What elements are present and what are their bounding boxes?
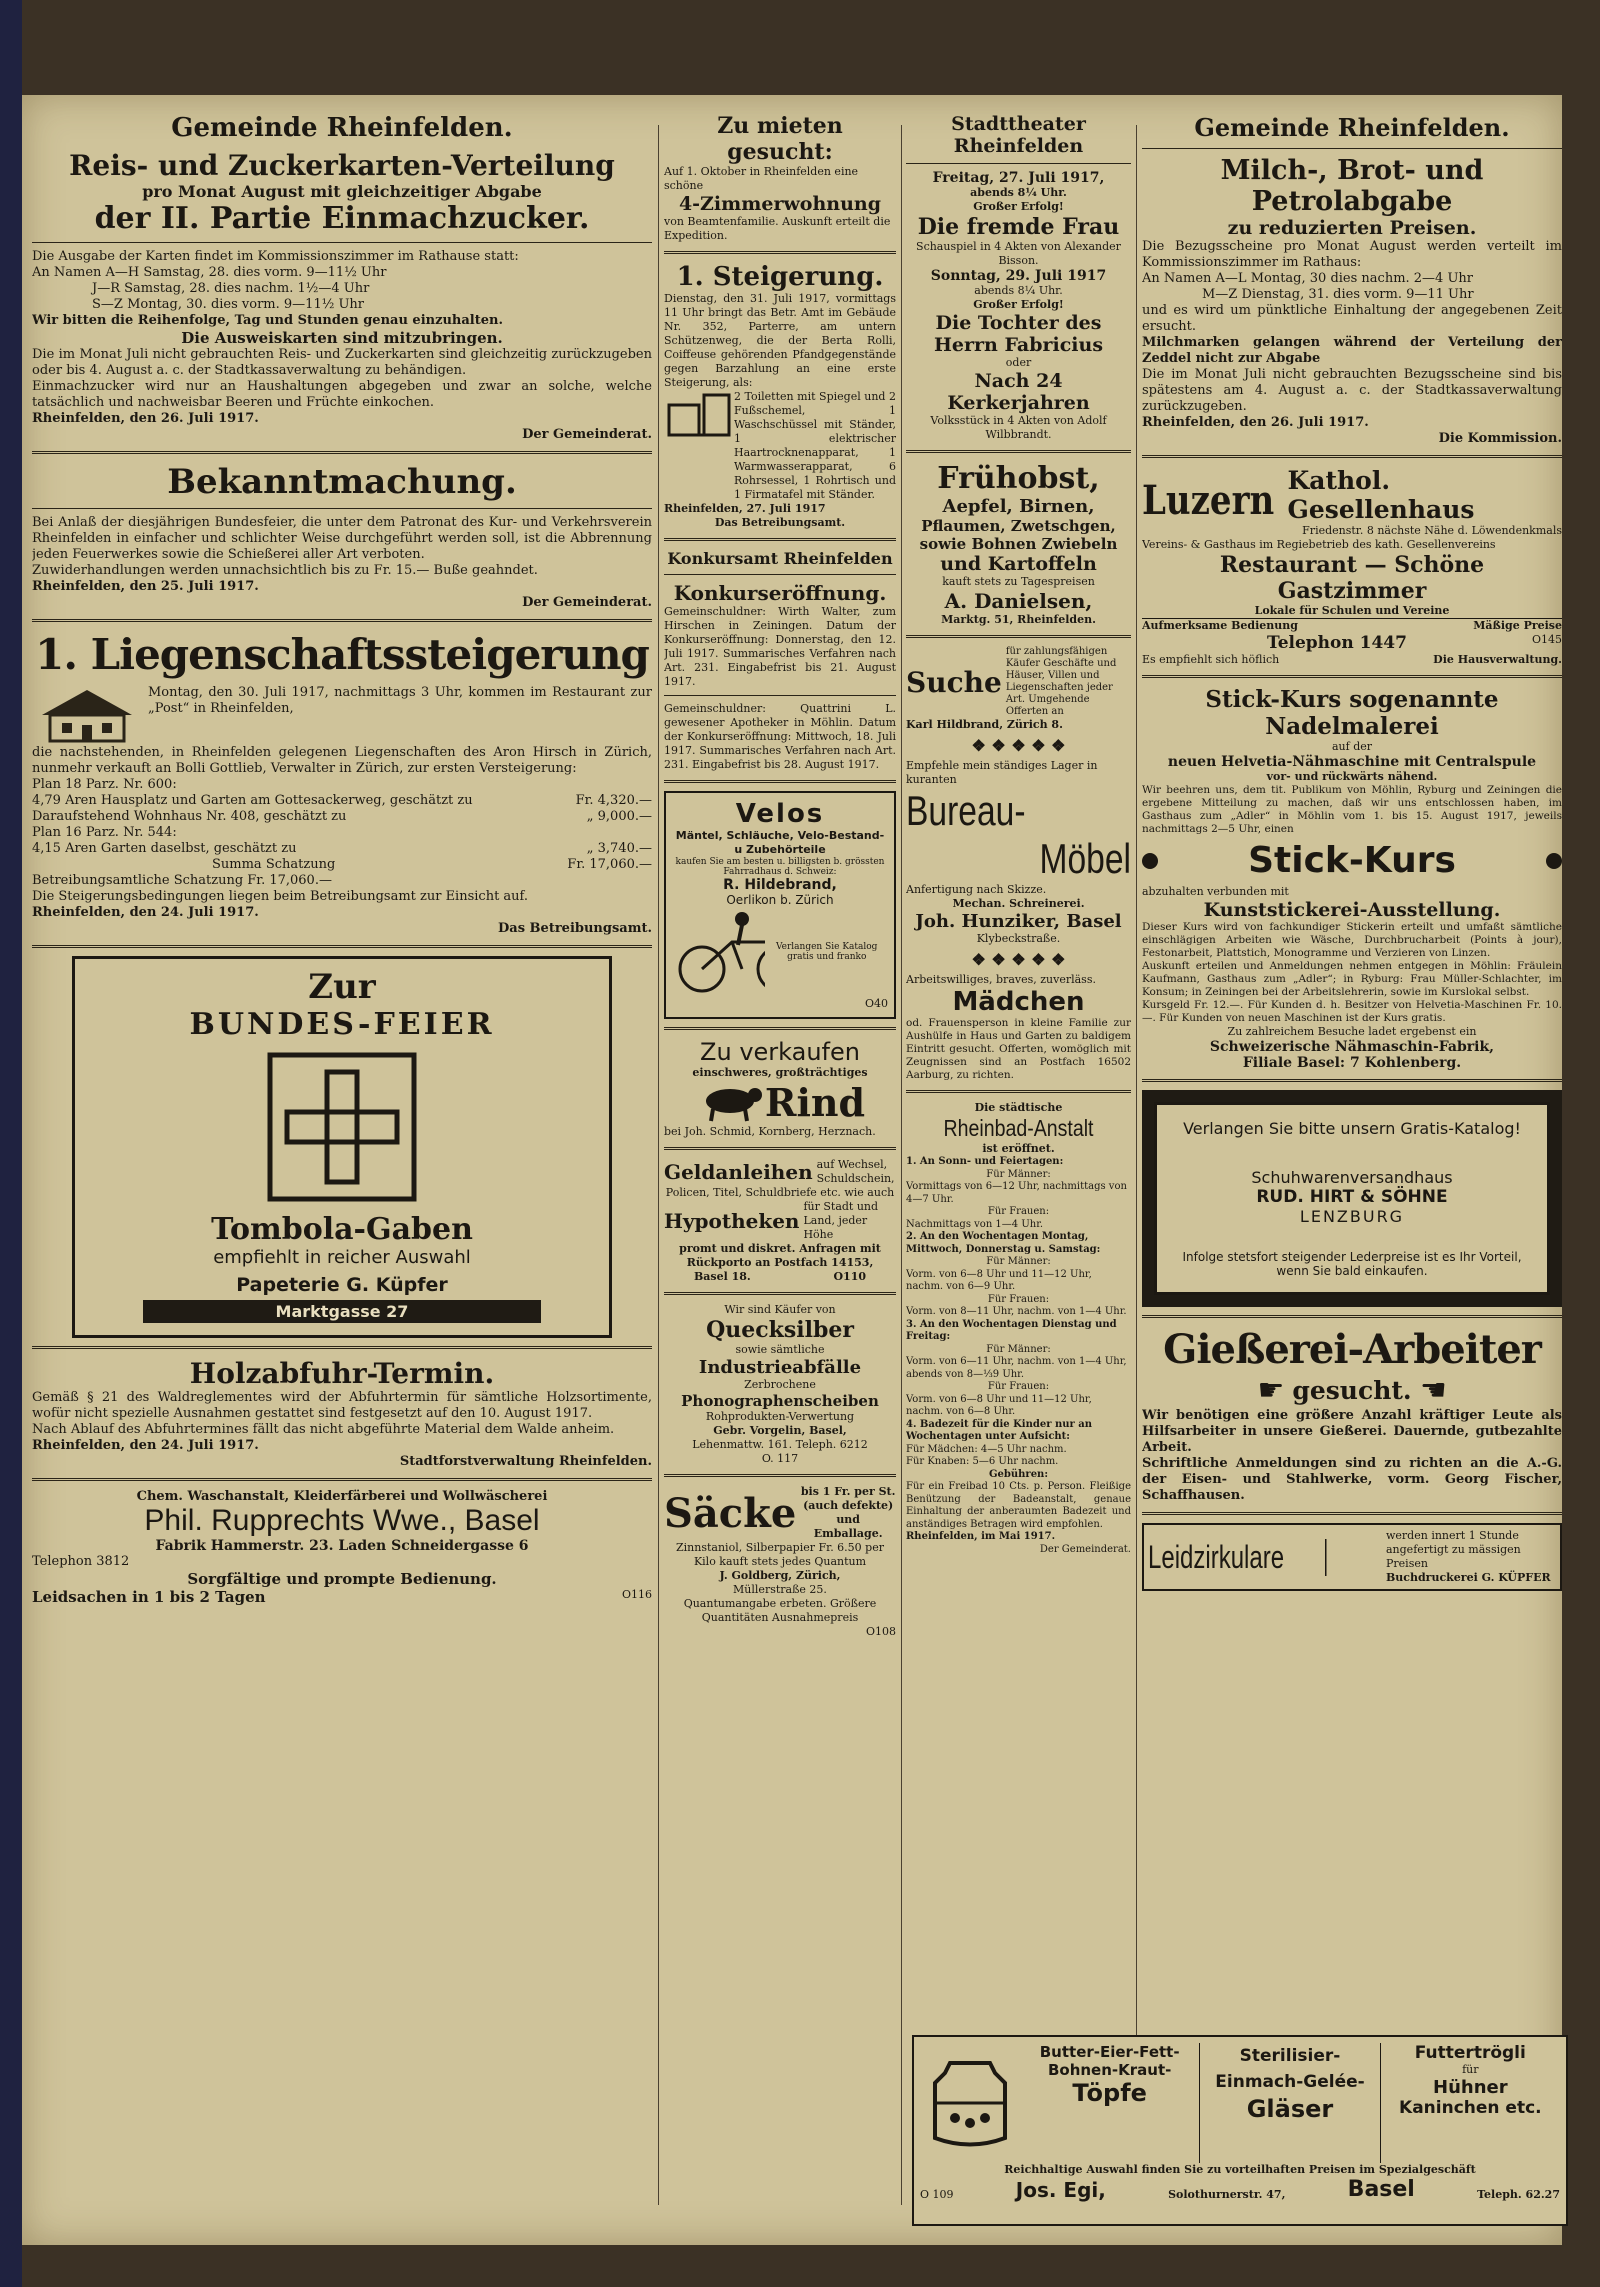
- plan-line: Plan 16 Parz. Nr. 544:: [32, 825, 177, 840]
- paragraph: kauft stets zu Tagespreisen: [942, 575, 1095, 588]
- paragraph: und es wird um pünktliche Einhaltung der angegebenen Zeit ersucht.: [1142, 303, 1562, 334]
- paragraph: Die im Monat Juli nicht gebrauchten Reis- und Zuckerkarten sind gleichzeitig zurückzugeben oder bis 4. August a. c. der Stadtkassaverwaltung zu behändigen.: [32, 347, 652, 378]
- paragraph: Lokale für Schulen und Vereine: [1142, 604, 1562, 619]
- address: Fabrik Hammerstr. 23. Laden Schneidergasse 6: [155, 1538, 529, 1554]
- ad-saecke: [664, 1485, 896, 1639]
- ornament-divider: ❖ ❖ ❖ ❖ ❖: [971, 736, 1066, 755]
- tombola-title: Tombola-Gaben: [211, 1212, 473, 1247]
- firm-name: J. Goldberg, Zürich,: [719, 1569, 841, 1582]
- date-line: Rheinfelden, den 25. Juli 1917.: [32, 579, 259, 594]
- paragraph: bei Joh. Schmid, Kornberg, Herznach.: [664, 1125, 876, 1138]
- headline: Hypotheken: [664, 1209, 800, 1233]
- product-list: Sterilisier-Einmach-Gelée-: [1215, 2046, 1365, 2092]
- headline: Phonographenscheiben: [681, 1392, 879, 1410]
- item-label: 4,79 Aren Hausplatz und Garten am Gottesackerweg, geschätzt zu: [32, 793, 473, 808]
- headline: Kunststickerei-Ausstellung.: [1203, 899, 1501, 921]
- date-line: Rheinfelden, den 24. Juli 1917.: [32, 905, 259, 920]
- paragraph: Leidsachen in 1 bis 2 Tagen: [32, 1588, 266, 1606]
- headline: Mädchen: [952, 987, 1085, 1017]
- telephone: Telephon 3812: [32, 1554, 130, 1569]
- paragraph: Volksstück in 4 Akten von Adolf Wilbbrandt.: [930, 414, 1107, 441]
- product-line: sowie Bohnen Zwiebeln: [919, 535, 1118, 553]
- paragraph: 2 Toiletten mit Spiegel und 2 Fußschemel, 1 Waschschüssel mit Ständer, 1 elektrischer Haartrocknenapparat, 1 Warmwasserapparat, 6 Rohrsessel, 1 Rohrtisch und 1 Firmatafel mit Ständer.: [734, 390, 896, 501]
- paragraph: Schriftliche Anmeldungen sind zu richten an die A.-G. der Eisen- und Stahlwerke, vorm. Georg Fischer, Schaffhausen.: [1142, 1456, 1562, 1503]
- signature: Die Kommission.: [1438, 431, 1562, 446]
- paragraph: Die Ausweiskarten sind mitzubringen.: [181, 329, 503, 347]
- date-line: Rheinfelden, den 24. Juli 1917.: [32, 1438, 259, 1453]
- schedule-line: Für Knaben: 5—6 Uhr nachm.: [906, 1456, 1059, 1467]
- ad-konkursamt: [664, 549, 896, 772]
- schedule-line: Vorm. von 6—8 Uhr und 11—12 Uhr, nachm. von 6—9 Uhr.: [906, 1268, 1092, 1292]
- paragraph: für Stadt und Land, jeder Höhe: [803, 1200, 879, 1241]
- paragraph: ist eröffnet.: [982, 1142, 1055, 1155]
- ad-bureau-moebel: [906, 759, 1131, 946]
- ad-rupprecht: [32, 1489, 652, 1606]
- firm-name: RUD. HIRT & SÖHNE: [1256, 1187, 1448, 1207]
- signature: Das Betreibungsamt.: [714, 516, 846, 529]
- pointing-hand-icon: ☛: [1257, 1373, 1285, 1408]
- paragraph: Quantumangabe erbeten. Größere Quantitäten Ausnahmepreis: [683, 1597, 877, 1624]
- schedule-line: Für Männer:: [986, 1256, 1051, 1267]
- newspaper-page: [22, 95, 1562, 2245]
- schedule-line: Vorm. von 8—11 Uhr, nachm. von 1—4 Uhr.: [906, 1306, 1127, 1317]
- ad-suche: [906, 646, 1131, 732]
- address: Klybeckstraße.: [976, 932, 1061, 945]
- schedule-line: M—Z Dienstag, 31. dies vorm. 9—11 Uhr: [1202, 287, 1474, 302]
- headline: Suche: [906, 665, 1002, 699]
- firm-name: Joh. Hunziker, Basel: [915, 911, 1122, 932]
- title: 1. Liegenschaftssteigerung: [35, 630, 649, 679]
- schedule-line: Für Frauen:: [987, 1293, 1050, 1305]
- product-list: Butter-Eier-Fett-Bohnen-Kraut-: [1039, 2043, 1180, 2079]
- paragraph: Rohprodukten-Verwertung: [705, 1410, 855, 1423]
- paragraph: Auskunft erteilen und Anmeldungen nehmen entgegen in Möhlin: Fräulein Kaufmann, Gasthaus zum „Adler“; in Ryburg: Frau Müller-Schlachter, im Konsum; in Zeiningen bei der Arbeitslehrerin, sowie im Kurslokal selbst.: [1142, 960, 1562, 998]
- valuation-row: [32, 809, 652, 825]
- title: Velos: [735, 799, 825, 829]
- headline: Restaurant — Schöne Gastzimmer: [1219, 552, 1485, 604]
- title: BUNDES-FEIER: [189, 1007, 495, 1042]
- column-rule: [1136, 125, 1137, 2205]
- ad-holzabfuhr: [32, 1357, 652, 1470]
- paragraph: Schauspiel in 4 Akten von Alexander Bisson.: [916, 240, 1121, 267]
- paragraph: Freitag, 27. Juli 1917,: [932, 170, 1105, 186]
- paragraph: Wir benötigen eine größere Anzahl kräftiger Leute als Hilfsarbeiter in unsere Gießerei. Dauernde, gutbezahlte Arbeit.: [1142, 1408, 1562, 1455]
- paragraph: Chem. Waschanstalt, Kleiderfärberei und Wollwäscherei: [136, 1489, 548, 1504]
- paragraph: Betreibungsamtliche Schatzung Fr. 17,060.—: [32, 873, 332, 888]
- ad-quecksilber: [664, 1303, 896, 1466]
- paragraph: Policen, Titel, Schuldbriefe etc. wie auch: [665, 1186, 895, 1199]
- ad-stadttheater: [906, 113, 1131, 442]
- schedule-line: Für Frauen:: [987, 1381, 1050, 1392]
- paragraph: werden innert 1 Stunde angefertigt zu mässigen Preisen: [1386, 1529, 1521, 1570]
- paragraph: Empfehle mein ständiges Lager in kuranten: [906, 759, 1098, 786]
- schedule-line: Vorm. von 6—11 Uhr, nachm. von 1—4 Uhr, abends von 8—⅓9 Uhr.: [906, 1356, 1127, 1380]
- paragraph: Sorgfältige und prompte Bedienung.: [187, 1570, 497, 1588]
- title: Gießerei-Arbeiter: [1163, 1326, 1541, 1373]
- bullet-icon: [1142, 853, 1158, 869]
- ad-hirt-schuhe: [1142, 1090, 1562, 1307]
- product-line: Aepfel, Birnen,: [942, 496, 1095, 517]
- paragraph: Dienstag, den 31. Juli 1917, vormittags 11 Uhr bringt das Betr. Amt im Gebäude Nr. 352, Parterre, am untern Schützenweg, die der Berta Rolli, Coiffeuse gehörenden Pfandgegenstände gegen Barzahlung an eine erste Steigerung, als:: [664, 292, 896, 389]
- paragraph: Verlangen Sie Katalog gratis und franko: [776, 942, 878, 962]
- title: Kathol. Gesellenhaus: [1287, 466, 1475, 524]
- schedule-line: Für Männer:: [986, 1168, 1051, 1180]
- paragraph: Zu zahlreichem Besuche ladet ergebenst ein: [1227, 1025, 1477, 1038]
- headline: Industrieabfälle: [698, 1357, 862, 1378]
- schedule-line: Vormittags von 6—12 Uhr, nachmittags von 4—7 Uhr.: [906, 1181, 1127, 1205]
- ad-code: O110: [833, 1270, 866, 1283]
- schedule-line: Für Frauen:: [987, 1206, 1050, 1217]
- headline: Bureau-: [906, 787, 1026, 834]
- column-rule: [901, 125, 902, 2205]
- headline: Möbel: [1039, 835, 1131, 882]
- signature: Der Gemeinderat.: [522, 595, 652, 610]
- ad-stick-kurs: [1142, 686, 1562, 1071]
- title: Frühobst,: [937, 461, 1100, 496]
- paragraph: promt und diskret. Anfragen mit Rückporto an Postfach 14153,: [679, 1242, 881, 1269]
- paragraph: Die im Monat Juli nicht gebrauchten Bezugsscheine sind bis spätestens am 4. August a. c. der Stadtkassaverwaltung zurückzugeben.: [1142, 367, 1562, 414]
- item-value: „ 3,740.—: [586, 841, 652, 856]
- ad-code: O145: [1531, 633, 1562, 646]
- heading-zur: Zur: [308, 967, 376, 1007]
- paragraph: für zahlungsfähigen Käufer Geschäfte und Häuser, Villen und Liegenschaften jeder Art. Umgehende Offerten an: [1005, 646, 1117, 717]
- address: Filiale Basel: 7 Kohlenberg.: [1242, 1055, 1462, 1071]
- paragraph: Anfertigung nach Skizze.: [906, 883, 1047, 896]
- product-list: für: [1462, 2063, 1479, 2076]
- schedule-line: An Namen A—L Montag, 30 dies nachm. 2—4 Uhr: [1142, 271, 1474, 286]
- telephone: Telephon 1447: [1267, 633, 1407, 653]
- ad-code: O 109: [920, 2188, 954, 2201]
- paragraph: Gemeinschuldner: Quattrini L. gewesener Apotheker in Möhlin. Datum der Konkurseröffnung: Mittwoch, 18. Juli 1917. Summarisches Verfahren nach Art. 231. Eingabefrist bis 28. August 1917.: [664, 702, 896, 771]
- pointing-hand-icon: ☛: [1419, 1373, 1447, 1408]
- play-title: Die fremde Frau: [917, 214, 1120, 240]
- paragraph: Kursgeld Fr. 12.—. Für Kunden d. h. Besitzer von Helvetia-Maschinen Fr. 10.—. Für Kunden von neuen Maschinen ist der Kurs gratis.: [1142, 999, 1562, 1024]
- paragraph: Mäßige Preise: [1473, 619, 1562, 632]
- ad-luzern-gesellenhaus: [1142, 466, 1562, 667]
- product-line: und Kartoffeln: [940, 553, 1097, 575]
- date-line: Rheinfelden, den 26. Juli 1917.: [1142, 415, 1369, 430]
- paragraph: abends 8¼ Uhr.: [974, 284, 1063, 297]
- address: Müllerstraße 25.: [733, 1583, 827, 1596]
- column-4: [1142, 113, 1562, 2215]
- ad-leidzirkulare: [1142, 1523, 1562, 1591]
- title: der II. Partie Einmachzucker.: [94, 201, 590, 236]
- signature: Das Betreibungsamt.: [498, 921, 652, 936]
- paragraph: abends 8¼ Uhr.: [970, 186, 1067, 199]
- paragraph: neuen Helvetia-Nähmaschine mit Centralspule: [1167, 754, 1537, 770]
- paragraph: auf der: [1331, 740, 1373, 753]
- ad-fruehobst: [906, 461, 1131, 627]
- signature: Der Gemeinderat.: [522, 427, 652, 442]
- swiss-cross-emblem: [267, 1052, 417, 1202]
- paragraph: Zinnstaniol, Silberpapier Fr. 6.50 per Kilo kauft stets jedes Quantum: [676, 1541, 884, 1568]
- headline: Quecksilber: [706, 1317, 854, 1343]
- paragraph: Schuhwarenversandhaus: [1251, 1168, 1453, 1187]
- paragraph: Gemeinschuldner: Wirth Walter, zum Hirschen in Zeiningen. Datum der Konkurseröffnung: Donnerstag, den 12. Juli 1917. Summarisches Verfahren nach Art. 231. Eingabefrist bis 21. August 1917.: [664, 605, 896, 688]
- plan-line: Plan 18 Parz. Nr. 600:: [32, 777, 177, 792]
- schedule-line: An Namen A—H Samstag, 28. dies vorm. 9—11½ Uhr: [32, 265, 387, 280]
- product-headline: Hühner: [1433, 2077, 1508, 2098]
- headline: Luzern: [1142, 477, 1275, 524]
- paragraph: Einmachzucker wird nur an Haushaltungen abgegeben und zwar an solche, welche tatsächlich und nachweisbar Beeren und Früchte einkochen.: [32, 379, 652, 410]
- paragraph: vor- und rückwärts nähend.: [1266, 770, 1438, 783]
- signature: Die Hausverwaltung.: [1433, 653, 1562, 666]
- city: Basel: [1347, 2177, 1415, 2202]
- play-title: Nach 24 Kerkerjahren: [947, 370, 1090, 414]
- play-title: Die Tochter des Herrn Fabricius: [933, 312, 1104, 356]
- paragraph: Dieser Kurs wird von fachkundiger Stickerin erteilt und umfaßt sämtliche einschlägigen Arbeiten wie Wäsche, Durchbrucharbeit (Points à jour), Festonarbeit, Plattstich, Monogramme und Verzieren von Linzen.: [1142, 921, 1562, 959]
- paragraph: Wir sind Käufer von: [724, 1303, 836, 1316]
- house-illustration: [32, 685, 142, 745]
- headline: Rheinbad-Anstalt: [943, 1115, 1094, 1141]
- title: Holzabfuhr-Termin.: [189, 1357, 495, 1390]
- paragraph: Sonntag, 29. Juli 1917: [930, 268, 1107, 284]
- product-headline: Kaninchen etc.: [1399, 2098, 1542, 2118]
- headline: Geldanleihen: [664, 1160, 813, 1184]
- item-label: Summa Schatzung: [212, 857, 336, 872]
- subtitle: zu reduzierten Preisen.: [1227, 217, 1477, 239]
- subtitle: pro Monat August mit gleichzeitiger Abgabe: [142, 182, 542, 201]
- address: Solothurnerstr. 47,: [1168, 2188, 1286, 2201]
- date-line: Rheinfelden, im Mai 1917.: [906, 1531, 1056, 1542]
- ad-velos: [664, 791, 896, 1019]
- title: Stick-Kurs sogenannte Nadelmalerei: [1205, 686, 1499, 740]
- bullet-icon: [1546, 853, 1562, 869]
- paragraph: od. Frauensperson in kleine Familie zur Aushülfe in Haus und Garten zu baldigem Eintritt gesucht. Offerten, womöglich mit Zeugnissen sind an Postfach 16502 Aarburg, zu richten.: [906, 1017, 1131, 1081]
- paragraph: Wir beehren uns, dem tit. Publikum von Möhlin, Ryburg und Zeiningen die ergebene Mitteilung zu machen, daß wir uns entschlossen haben, im Gasthaus zum „Adler“ in Möhlin vom 1. bis 15. August 1917, jeweils nachmittags 2—5 Uhr, einen: [1142, 784, 1562, 835]
- address: Lehenmattw. 161. Teleph. 6212: [692, 1438, 868, 1451]
- signature: Der Gemeinderat.: [1039, 1543, 1131, 1555]
- valuation-row: [32, 841, 652, 857]
- paragraph: abzuhalten verbunden mit: [1142, 885, 1289, 898]
- ad-liegenschaftssteigerung: [32, 630, 652, 937]
- paragraph: Wir bitten die Reihenfolge, Tag und Stunden genau einzuhalten.: [32, 313, 503, 328]
- paragraph: Arbeitswilliges, braves, zuverläss.: [906, 973, 1096, 986]
- paragraph: Die Bezugsscheine pro Monat August werden verteilt im Kommissionszimmer im Rathaus:: [1142, 239, 1562, 270]
- schedule-line: Vorm. von 6—8 Uhr und 11—12 Uhr, nachm. von 6—8 Uhr.: [906, 1393, 1092, 1417]
- bicycle-icon: [672, 907, 765, 997]
- schedule-line: Gebühren:: [988, 1468, 1049, 1480]
- firm-name: Phil. Rupprechts Wwe., Basel: [144, 1504, 540, 1537]
- title: Reis- und Zuckerkarten-Verteilung: [69, 149, 615, 182]
- city: LENZBURG: [1299, 1207, 1405, 1226]
- item-value: „ 9,000.—: [586, 809, 652, 824]
- column-rule: [658, 125, 659, 2205]
- item-value: Fr. 17,060.—: [567, 857, 652, 872]
- address: Marktgasse 27: [143, 1300, 541, 1323]
- ad-rheinbad: [906, 1101, 1131, 1556]
- paragraph: bis 1 Fr. per St. (auch defekte) und Emballage.: [800, 1485, 896, 1540]
- ad-bundesfeier: [72, 956, 612, 1338]
- product-headline: Futtertrögli: [1414, 2043, 1526, 2063]
- paragraph: Großer Erfolg!: [973, 298, 1064, 311]
- paragraph: sowie sämtliche: [735, 1343, 825, 1356]
- paragraph: Infolge stetsfort steigender Lederpreise ist es Ihr Vorteil, wenn Sie bald einkaufen.: [1182, 1250, 1522, 1278]
- schedule-line: 4. Badezeit für die Kinder nur an Wochentagen unter Aufsicht:: [906, 1418, 1093, 1442]
- address: Marktg. 51, Rheinfelden.: [941, 613, 1096, 626]
- paragraph: Zuwiderhandlungen werden unnachsichtlich bis zu Fr. 15.— Buße geahndet.: [32, 563, 538, 578]
- ad-geldanleihen: [664, 1158, 896, 1284]
- firm-name: Jos. Egi,: [1015, 2178, 1106, 2202]
- telephone: Teleph. 62.27: [1477, 2188, 1560, 2201]
- paragraph: kaufen Sie am besten u. billigsten b. grössten Fahrradhaus d. Schweiz:: [675, 857, 885, 877]
- ad-zu-verkaufen: [664, 1038, 896, 1139]
- ad-reis-zucker: [32, 113, 652, 443]
- paragraph: Zerbrochene: [744, 1378, 816, 1391]
- firm-name: Gebr. Vorgelin, Basel,: [713, 1424, 847, 1437]
- paragraph: Verlangen Sie bitte unsern Gratis-Katalog!: [1183, 1119, 1521, 1138]
- book-spine: [0, 0, 22, 2287]
- paragraph: die nachstehenden, in Rheinfelden gelegenen Liegenschaften des Aron Hirsch in Zürich, nunmehr verkauft an Bolli Gottlieb, Verwalter in Zürich, zur ersten Versteigerung:: [32, 745, 652, 776]
- column-3: [906, 113, 1131, 2215]
- schedule-line: Für Mädchen: 4—5 Uhr nachm.: [906, 1443, 1067, 1455]
- schedule-line: 1. An Sonn- und Feiertagen:: [906, 1156, 1064, 1167]
- firm-name: Papeterie G. Küpfer: [236, 1274, 448, 1296]
- schedule-line: 2. An den Wochentagen Montag, Mittwoch, Donnerstag u. Samstag:: [906, 1231, 1101, 1255]
- paragraph: Großer Erfolg!: [973, 200, 1064, 213]
- item-value: Fr. 4,320.—: [575, 793, 652, 808]
- paragraph: Vereins- & Gasthaus im Regiebetrieb des kath. Gesellenvereins: [1142, 538, 1496, 551]
- valuation-row: [32, 793, 652, 809]
- paragraph: Gemäß § 21 des Waldreglementes wird der Abfuhrtermin für sämtliche Holzsortimente, wofür nicht spezielle Ausnahmen gestattet sind festgesetzt auf den 10. August 1917.: [32, 1390, 652, 1421]
- schedule-line: Für Männer:: [986, 1343, 1051, 1355]
- paragraph: Die städtische: [974, 1101, 1063, 1114]
- firm-name: Karl Hildbrand, Zürich 8.: [906, 718, 1063, 731]
- paragraph: Montag, den 30. Juli 1917, nachmittags 3 Uhr, kommen im Restaurant zur „Post“ in Rheinfelden,: [148, 685, 652, 716]
- paragraph: oder: [1005, 356, 1032, 369]
- column-2: [664, 113, 896, 2215]
- ad-giesserei-arbeiter: [1142, 1326, 1562, 1504]
- heading: Gemeinde Rheinfelden.: [1194, 113, 1510, 142]
- paragraph: auf Wechsel, Schuldschein,: [816, 1158, 895, 1185]
- paragraph: von Beamtenfamilie. Auskunft erteilt die Expedition.: [664, 215, 891, 242]
- ad-maedchen: [906, 973, 1131, 1082]
- product-line: Pflaumen, Zwetschgen,: [921, 517, 1116, 535]
- ad-milch-brot-petrol: [1142, 113, 1562, 447]
- schedule-line: 3. An den Wochentagen Dienstag und Freitag:: [906, 1318, 1117, 1342]
- ad-zu-mieten: [664, 113, 896, 243]
- signature: Stadtforstverwaltung Rheinfelden.: [399, 1454, 652, 1469]
- heading: Stadttheater Rheinfelden: [951, 113, 1086, 157]
- address: Friedenstr. 8 nächste Nähe d. Löwendenkmals: [1302, 524, 1562, 537]
- firm-name: R. Hildebrand,: [723, 877, 837, 893]
- heading: Gemeinde Rheinfelden.: [171, 113, 513, 143]
- headline: Säcke: [664, 1489, 797, 1537]
- title: 1. Steigerung.: [676, 262, 884, 292]
- city: Oerlikon b. Zürich: [726, 893, 834, 907]
- ad-code: O. 117: [761, 1452, 799, 1465]
- ad-jos-egi: [912, 2035, 1568, 2226]
- product-headline: Gläser: [1246, 2095, 1334, 2123]
- ad-code: O116: [621, 1588, 652, 1601]
- sum-row: [32, 857, 652, 873]
- subtitle: gesucht.: [1292, 1376, 1412, 1405]
- schedule-line: S—Z Montag, 30. dies vorm. 9—11½ Uhr: [92, 297, 364, 312]
- ad-steigerung: [664, 262, 896, 530]
- schedule-line: J—R Samstag, 28. dies nachm. 1½—4 Uhr: [92, 281, 370, 296]
- ornament-divider: ❖ ❖ ❖ ❖ ❖: [971, 950, 1066, 969]
- title: Zu verkaufen: [700, 1038, 860, 1066]
- paragraph: Die Ausgabe der Karten findet im Kommissionszimmer im Rathause statt:: [32, 249, 519, 264]
- firm-name: A. Danielsen,: [944, 589, 1093, 613]
- paragraph: Aufmerksame Bedienung: [1142, 619, 1298, 632]
- firm-name: Buchdruckerei G. KÜPFER: [1386, 1571, 1551, 1584]
- title: Konkurseröffnung.: [673, 581, 887, 605]
- paragraph: einschweres, großträchtiges: [692, 1066, 868, 1079]
- cow-icon: [695, 1083, 765, 1123]
- schedule: [906, 1156, 1131, 1556]
- date-line: Rheinfelden, 27. Juli 1917: [664, 502, 826, 515]
- paragraph: Die Steigerungsbedingungen liegen beim Betreibungsamt zur Einsicht auf.: [32, 889, 529, 904]
- heading: Konkursamt Rheinfelden: [667, 549, 893, 568]
- furniture-illustration: [664, 390, 734, 440]
- headline: Leidzirkulare: [1148, 1539, 1327, 1576]
- column-1: [32, 113, 652, 2215]
- paragraph: Es empfiehlt sich höflich: [1142, 653, 1280, 666]
- headline: Rind: [764, 1080, 866, 1125]
- headline: Stick-Kurs: [1248, 840, 1456, 881]
- paragraph: Milchmarken gelangen während der Verteilung der Zeddel nicht zur Abgabe: [1142, 335, 1562, 366]
- paragraph: Nach Ablauf des Abfuhrtermines fällt das nicht abgeführte Material dem Walde anheim.: [32, 1422, 615, 1437]
- item-label: Daraufstehend Wohnhaus Nr. 408, geschätzt zu: [32, 809, 347, 824]
- firm-name: Schweizerische Nähmaschin-Fabrik,: [1209, 1039, 1495, 1055]
- ad-code: O40: [864, 997, 888, 1010]
- jar-illustration: [920, 2043, 1020, 2153]
- paragraph: Reichhaltige Auswahl finden Sie zu vorteilhaften Preisen im Spezialgeschäft: [1004, 2163, 1476, 2176]
- item-label: 4,15 Aren Garten daselbst, geschätzt zu: [32, 841, 297, 856]
- paragraph: Mäntel, Schläuche, Velo-Bestand- u Zubehörteile: [675, 829, 885, 856]
- paragraph: Mechan. Schreinerei.: [952, 897, 1085, 910]
- paragraph: Bei Anlaß der diesjährigen Bundesfeier, die unter dem Patronat des Kur- und Verkehrsverein Rheinfelden in einfacher und schlichter Weise durchgeführt werden soll, ist die Abbrennung jeden Feuerwerkes sowie die Schießerei aller Art verboten.: [32, 515, 652, 562]
- paragraph: Auf 1. Oktober in Rheinfelden eine schöne: [664, 165, 859, 192]
- title: Zu mieten gesucht:: [717, 113, 843, 165]
- schedule-line: Nachmittags von 1—4 Uhr.: [906, 1218, 1044, 1230]
- title: Milch-, Brot- und Petrolabgabe: [1220, 155, 1484, 217]
- product-headline: Töpfe: [1072, 2079, 1147, 2107]
- paragraph: empfiehlt in reicher Auswahl: [213, 1247, 471, 1268]
- city: Basel 18.: [694, 1270, 751, 1283]
- schedule-line: Für ein Freibad 10 Cts. p. Person. Fleißige Benützung der Badeanstalt, genaue Einhaltung der anberaumten Badezeit und anständiges Betragen wird empfohlen.: [906, 1481, 1131, 1530]
- headline: 4-Zimmerwohnung: [678, 193, 882, 215]
- title: Bekanntmachung.: [167, 462, 517, 502]
- date-line: Rheinfelden, den 26. Juli 1917.: [32, 411, 259, 426]
- ad-bekanntmachung: [32, 462, 652, 611]
- ad-code: O108: [865, 1625, 896, 1638]
